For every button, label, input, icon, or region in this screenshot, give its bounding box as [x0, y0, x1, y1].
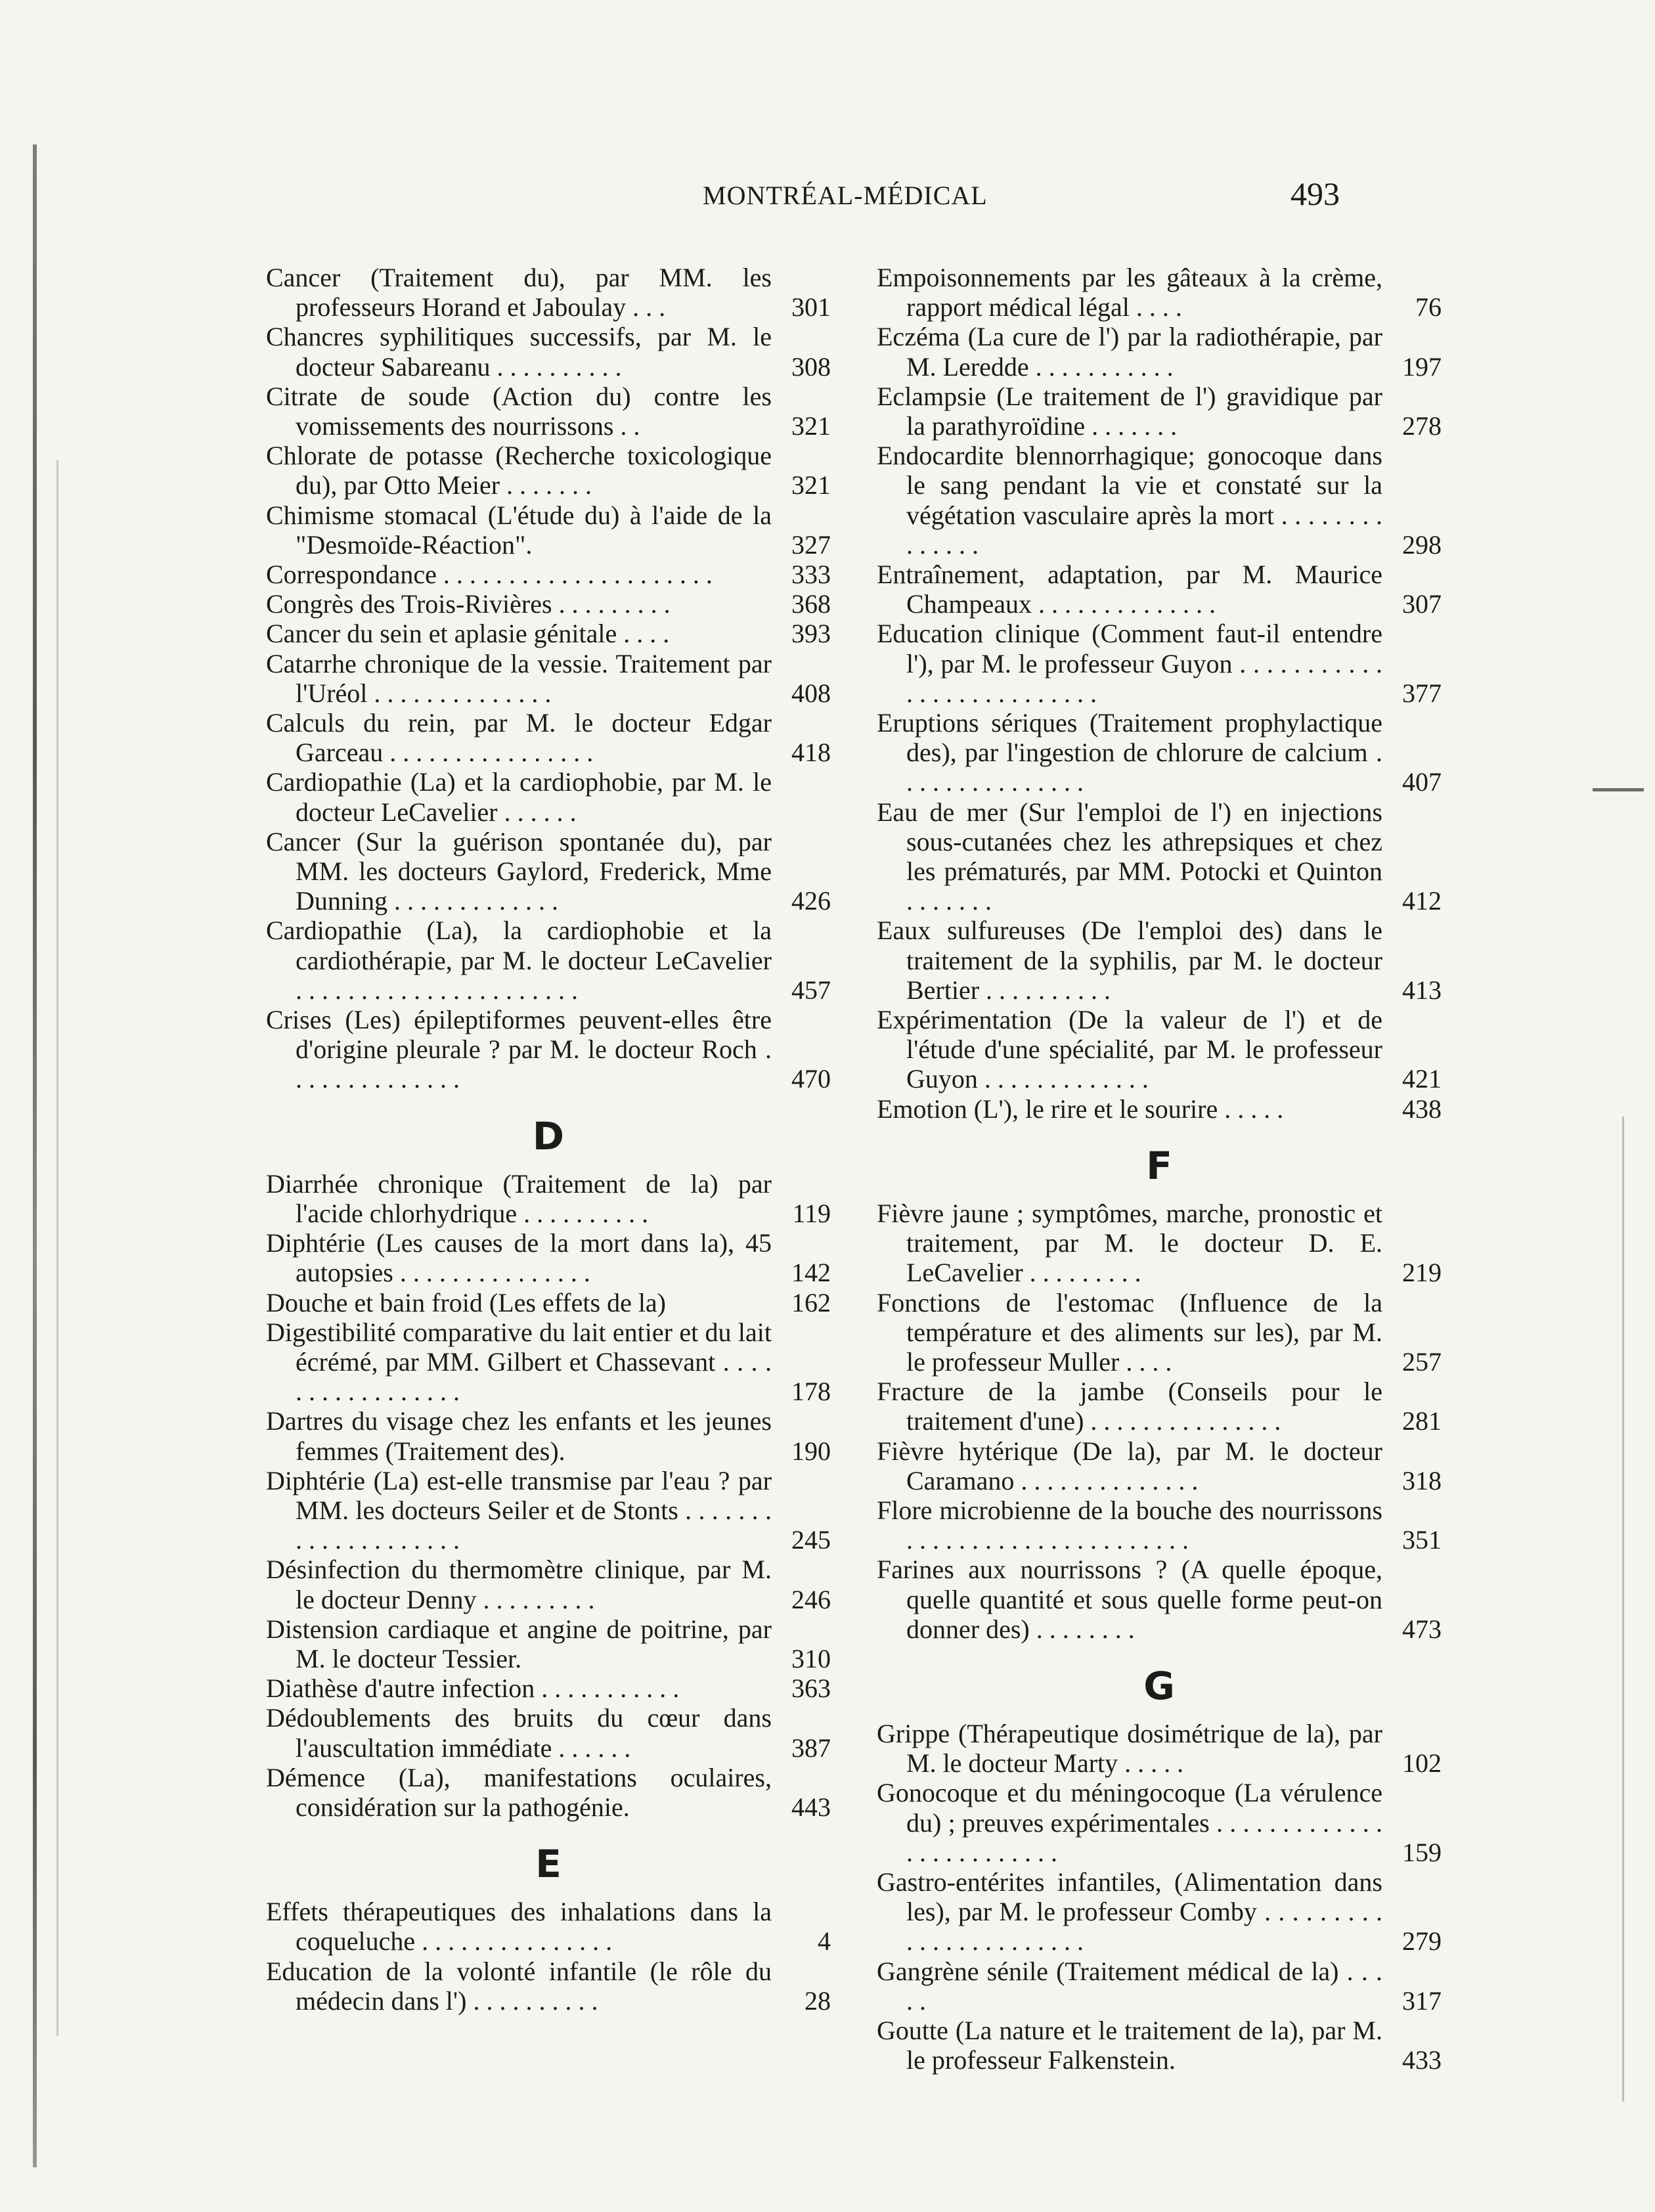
index-entry: [266, 322, 831, 381]
index-entry-page: 408: [791, 678, 831, 708]
index-entry-text: Gonocoque et du méningocoque (La vérulence du) ; preuves expérimentales . . . . . . . . . . . . . . . . . . . . . . . . .: [877, 1778, 1382, 1867]
index-entry-text: Fièvre hytérique (De la), par M. le docteur Caramano . . . . . . . . . . . . . .: [877, 1436, 1382, 1495]
index-entry-text: Eaux sulfureuses (De l'emploi des) dans le traitement de la syphilis, par M. le docteur Bertier . . . . . . . . . .: [877, 916, 1382, 1005]
index-entry: [266, 1897, 831, 1956]
index-entry-text: Entraînement, adaptation, par M. Maurice Champeaux . . . . . . . . . . . . . .: [877, 560, 1382, 619]
index-entry-page: 438: [1402, 1094, 1442, 1124]
index-entry-page: 387: [791, 1733, 831, 1763]
index-entry-page: 219: [1402, 1258, 1442, 1288]
index-entry-text: Congrès des Trois-Rivières . . . . . . . . .: [266, 589, 671, 619]
index-entry-text: Cardiopathie (La), la cardiophobie et la cardiothérapie, par M. le docteur LeCavelier . . . . . . . . . . . . . . . . . . . . . .: [266, 916, 772, 1005]
index-entry-page: 473: [1402, 1614, 1442, 1644]
index-entry: [266, 1614, 831, 1673]
index-entry: [266, 1703, 831, 1762]
index-entry-text: Gangrène sénile (Traitement médical de la) . . . . .: [877, 1956, 1382, 2016]
index-entry-text: Correspondance . . . . . . . . . . . . . . . . . . . . .: [266, 560, 713, 590]
index-entry: [266, 916, 831, 1005]
index-entry-text: Dédoublements des bruits du cœur dans l'auscultation immédiate . . . . . .: [266, 1703, 772, 1763]
index-entry: [877, 1377, 1442, 1436]
index-entry: [266, 619, 831, 648]
index-group-f: [877, 1199, 1442, 1644]
index-entry-page: 351: [1402, 1525, 1442, 1555]
index-entry: [877, 797, 1442, 916]
index-entry: [266, 560, 831, 589]
index-entry-page: 407: [1402, 767, 1442, 797]
index-entry: [266, 1288, 831, 1317]
index-entry-text: Fracture de la jambe (Conseils pour le traitement d'une) . . . . . . . . . . . . . . .: [877, 1377, 1382, 1436]
index-entry-page: 412: [1402, 886, 1442, 916]
index-entry: [877, 1867, 1442, 1957]
index-entry-text: Gastro-entérites infantiles, (Alimentation dans les), par M. le professeur Comby . . . . . . . . . . . . . . . . . . . . . . .: [877, 1867, 1382, 1957]
index-entry-text: Crises (Les) épileptiformes peuvent-elles être d'origine pleurale ? par M. le docteur Roch . . . . . . . . . . . . . .: [266, 1005, 772, 1094]
index-entry-text: Dartres du visage chez les enfants et les jeunes femmes (Traitement des).: [266, 1406, 772, 1466]
index-entry-page: 28: [805, 1985, 831, 2016]
index-entry-page: 426: [791, 886, 831, 916]
index-entry-page: 333: [791, 560, 831, 590]
index-entry: [266, 1169, 831, 1228]
index-entry-text: Grippe (Thérapeutique dosimétrique de la), par M. le docteur Marty . . . . .: [877, 1718, 1382, 1779]
index-entry-text: Diphtérie (La) est-elle transmise par l'eau ? par MM. les docteurs Seiler et de Stonts . . . . . . . . . . . . . . . . . . . .: [266, 1465, 772, 1555]
index-entry: [266, 382, 831, 441]
running-title: MONTRÉAL-MÉDICAL: [703, 181, 988, 210]
index-entry: [266, 1005, 831, 1094]
index-entry-text: Education clinique (Comment faut-il entendre l'), par M. le professeur Guyon . . . . . . . . . . . . . . . . . . . . . . . . . .: [877, 619, 1382, 708]
index-group-e: [266, 1897, 831, 2016]
index-entry-page: 418: [791, 738, 831, 768]
index-entry-page: 102: [1402, 1748, 1442, 1779]
index-entry-page: 298: [1402, 529, 1442, 560]
index-entry-text: Eau de mer (Sur l'emploi de l') en injections sous-cutanées chez les athrepsiques et chez les prématurés, par MM. Potocki et Quinton . . . . . . .: [877, 797, 1382, 916]
index-entry: [877, 1094, 1442, 1124]
page-edge-mark: [1593, 788, 1644, 791]
index-entry-text: Citrate de soude (Action du) contre les vomissements des nourrissons . .: [266, 381, 772, 441]
page-binding-shadow: [56, 460, 58, 2036]
section-letter-f: F: [1146, 1143, 1172, 1188]
index-entry-page: 393: [791, 619, 831, 649]
index-entry-page: 421: [1402, 1064, 1442, 1094]
index-entry-page: 246: [791, 1584, 831, 1614]
index-entry: [266, 708, 831, 767]
index-entry-text: Goutte (La nature et le traitement de la), par M. le professeur Falkenstein.: [877, 2015, 1382, 2075]
index-entry: [266, 1555, 831, 1614]
index-entry-page: 363: [791, 1673, 831, 1704]
index-entry: [877, 708, 1442, 797]
index-entry: [266, 1673, 831, 1703]
index-entry-page: 159: [1402, 1837, 1442, 1867]
index-entry-page: 190: [791, 1436, 831, 1466]
index-entry-page: 307: [1402, 589, 1442, 619]
page-binding-edge: [33, 144, 37, 2167]
index-entry-page: 162: [791, 1287, 831, 1317]
index-entry: [266, 827, 831, 916]
index-entry: [877, 1436, 1442, 1495]
index-entry: [877, 916, 1442, 1005]
index-entry: [266, 1317, 831, 1407]
index-entry-page: 457: [791, 975, 831, 1005]
index-entry-text: Démence (La), manifestations oculaires, considération sur la pathogénie.: [266, 1762, 772, 1822]
index-entry: [877, 1778, 1442, 1867]
index-entry-text: Education de la volonté infantile (le rôle du médecin dans l') . . . . . . . . . .: [266, 1956, 772, 2016]
index-entry-page: 76: [1415, 292, 1442, 322]
section-letter-g: G: [1143, 1663, 1175, 1708]
section-letter-e: E: [535, 1842, 562, 1887]
index-entry-page: 310: [791, 1643, 831, 1673]
index-entry-page: 443: [791, 1792, 831, 1822]
index-entry: [266, 263, 831, 322]
index-entry-page: 327: [791, 529, 831, 560]
index-entry: [266, 649, 831, 708]
index-entry-text: Cancer du sein et aplasie génitale . . . .: [266, 619, 670, 649]
index-entry-text: Catarrhe chronique de la vessie. Traitement par l'Uréol . . . . . . . . . . . . . .: [266, 648, 772, 708]
index-entry: [877, 1199, 1442, 1288]
section-letter-d: D: [532, 1113, 565, 1159]
index-entry-text: Cancer (Traitement du), par MM. les professeurs Horand et Jaboulay . . .: [266, 263, 772, 322]
index-entry-page: 197: [1402, 351, 1442, 382]
index-entry: [266, 1763, 831, 1822]
index-entry-text: Chancres syphilitiques successifs, par M. le docteur Sabareanu . . . . . . . . . .: [266, 322, 772, 382]
index-entry-text: Fièvre jaune ; symptômes, marche, pronostic et traitement, par M. le docteur D. E. LeCavelier . . . . . . . . .: [877, 1198, 1382, 1288]
page-edge-shadow: [1622, 1117, 1624, 2102]
index-entry-text: Calculs du rein, par M. le docteur Edgar Garceau . . . . . . . . . . . . . . . .: [266, 708, 772, 768]
index-entry: [877, 2016, 1442, 2075]
index-entry-text: Diarrhée chronique (Traitement de la) par l'acide chlorhydrique . . . . . . . . . .: [266, 1168, 772, 1228]
index-entry-page: 301: [791, 292, 831, 322]
index-entry: [266, 441, 831, 500]
index-entry-text: Douche et bain froid (Les effets de la): [266, 1287, 667, 1317]
index-entry-page: 321: [791, 411, 831, 441]
index-entry-text: Eczéma (La cure de l') par la radiothérapie, par M. Leredde . . . . . . . . . . .: [877, 322, 1382, 382]
index-entry-text: Cardiopathie (La) et la cardiophobie, par M. le docteur LeCavelier . . . . . .: [266, 767, 772, 827]
index-entry-text: Empoisonnements par les gâteaux à la crème, rapport médical légal . . . .: [877, 263, 1382, 322]
index-entry-text: Eruptions sériques (Traitement prophylactique des), par l'ingestion de chlorure de calcium . . . . . . . . . . . . . . .: [877, 708, 1382, 797]
index-entry-page: 318: [1402, 1465, 1442, 1495]
index-entry: [877, 1719, 1442, 1778]
index-entry: [877, 560, 1442, 619]
index-entry-page: 470: [791, 1064, 831, 1094]
index-entry-text: Cancer (Sur la guérison spontanée du), par MM. les docteurs Gaylord, Frederick, Mme Dunning . . . . . . . . . . . . .: [266, 826, 772, 916]
index-entry-page: 278: [1402, 411, 1442, 441]
index-entry-text: Chlorate de potasse (Recherche toxicologique du), par Otto Meier . . . . . . .: [266, 441, 772, 500]
index-entry: [877, 1288, 1442, 1377]
index-entry: [877, 1555, 1442, 1644]
index-entry-page: 368: [791, 589, 831, 619]
index-column-left: [266, 263, 831, 2016]
index-group-d: [266, 1169, 831, 1822]
index-entry-text: Farines aux nourrissons ? (A quelle époque, quelle quantité et sous quelle forme peut-on donner des) . . . . . . . .: [877, 1555, 1382, 1644]
index-entry: [877, 1495, 1442, 1555]
index-group-e-continued: [877, 263, 1442, 1124]
index-entry: [266, 767, 831, 826]
index-entry: [266, 1466, 831, 1555]
index-entry-page: 377: [1402, 678, 1442, 708]
index-entry-page: 279: [1402, 1926, 1442, 1957]
index-entry-text: Chimisme stomacal (L'étude du) à l'aide de la "Desmoïde-Réaction".: [266, 500, 772, 560]
index-group-g: [877, 1719, 1442, 2075]
index-entry-page: 119: [792, 1198, 831, 1228]
index-entry-text: Désinfection du thermomètre clinique, par M. le docteur Denny . . . . . . . . .: [266, 1555, 772, 1614]
index-entry-page: 245: [791, 1525, 831, 1555]
index-entry-text: Effets thérapeutiques des inhalations dans la coqueluche . . . . . . . . . . . . . . .: [266, 1897, 772, 1957]
index-entry-page: 308: [791, 351, 831, 382]
index-entry-text: Endocardite blennorrhagique; gonocoque dans le sang pendant la vie et constaté sur la végétation vasculaire après la mort . . . . . . . . . . . . . .: [877, 441, 1382, 560]
index-entry-text: Expérimentation (De la valeur de l') et de l'étude d'une spécialité, par M. le professeur Guyon . . . . . . . . . . . . .: [877, 1005, 1382, 1094]
index-entry: [877, 263, 1442, 322]
index-entry: [266, 1228, 831, 1287]
index-entry: [877, 619, 1442, 708]
index-entry-page: 317: [1402, 1985, 1442, 2016]
index-entry-text: Diphtérie (Les causes de la mort dans la), 45 autopsies . . . . . . . . . . . . . . .: [266, 1228, 772, 1288]
index-entry: [266, 500, 831, 560]
index-entry-page: 178: [791, 1377, 831, 1407]
index-entry-page: 142: [791, 1258, 831, 1288]
index-entry-page: 257: [1402, 1346, 1442, 1377]
index-entry: [877, 322, 1442, 381]
index-entry: [266, 1406, 831, 1465]
index-entry-page: 413: [1402, 975, 1442, 1005]
index-group-c: [266, 263, 831, 1094]
index-entry-page: 321: [791, 470, 831, 500]
index-column-right: [877, 263, 1442, 2075]
index-entry: [266, 589, 831, 619]
index-entry-page: 4: [818, 1926, 831, 1957]
index-entry-page: 433: [1402, 2045, 1442, 2075]
index-entry-text: Eclampsie (Le traitement de l') gravidique par la parathyroïdine . . . . . . .: [877, 381, 1382, 441]
page-number: 493: [1291, 175, 1340, 212]
index-entry: [877, 382, 1442, 441]
index-entry-text: Fonctions de l'estomac (Influence de la température et des aliments sur les), par M. le professeur Muller . . . .: [877, 1287, 1382, 1377]
index-entry-text: Emotion (L'), le rire et le sourire . . . . .: [877, 1094, 1284, 1124]
index-entry-text: Digestibilité comparative du lait entier et du lait écrémé, par MM. Gilbert et Chassevant . . . . . . . . . . . . . . . . .: [266, 1317, 772, 1407]
index-entry-page: 281: [1402, 1406, 1442, 1436]
index-entry-text: Flore microbienne de la bouche des nourrissons . . . . . . . . . . . . . . . . . . . . . .: [877, 1495, 1382, 1555]
index-entry: [877, 1005, 1442, 1094]
index-entry: [877, 1957, 1442, 2016]
index-entry: [266, 1957, 831, 2016]
index-entry-text: Diathèse d'autre infection . . . . . . . . . . .: [266, 1673, 680, 1704]
index-entry-text: Distension cardiaque et angine de poitrine, par M. le docteur Tessier.: [266, 1614, 772, 1673]
index-entry: [877, 441, 1442, 560]
